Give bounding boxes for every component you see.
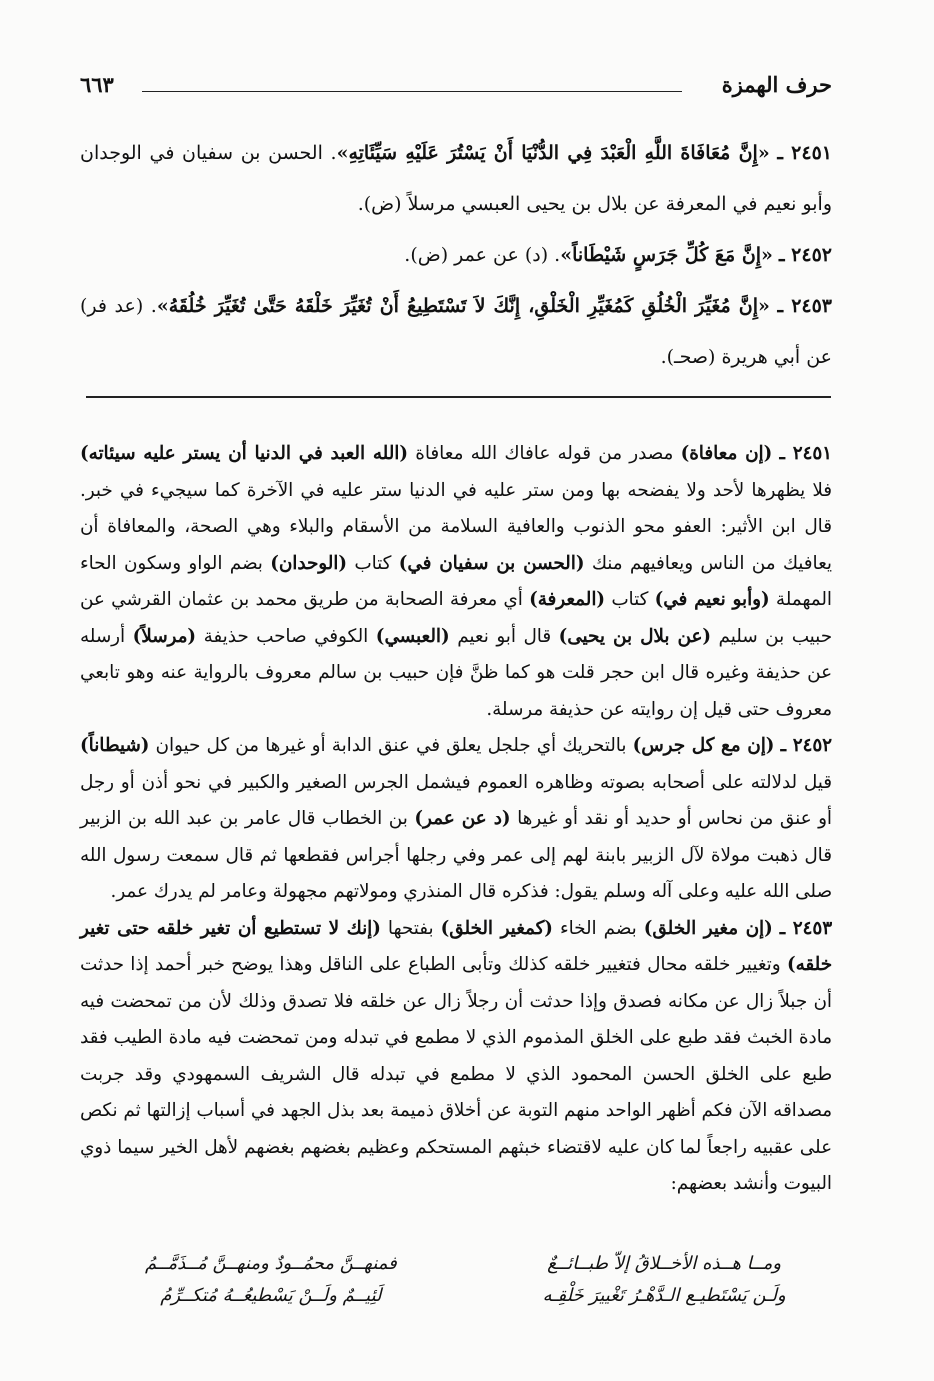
commentary-bold: (د عن عمر) xyxy=(414,808,511,829)
commentary-text: قال أبو نعيم xyxy=(449,625,559,647)
commentary-text: بالتحريك أي جلجل يعلق في عنق الدابة أو غيرها من كل حيوان xyxy=(149,735,633,756)
commentary-text: فلا يظهرها لأحد ولا يفضحه بها ومن ستر عليه في الدنيا ستر عليه في الآخرة كما سيجيء في خبر. قال ابن الأثير: العفو محو الذنوب والعافية السلامة من الأسقام والبلاء وهي الصحة، والمعافاة أن يعافيك من الناس ويعافيهم منك xyxy=(80,479,832,574)
poem-verse xyxy=(110,1280,825,1312)
hadith-2453 xyxy=(80,281,832,383)
hadith-source: . (د) عن عمر (ض). xyxy=(404,244,561,266)
commentary-text: وتغيير خلقه محال فتغيير خلقه كذلك وتأبى الطباع على الناقل وهذا يوضح خبر أحمد إذا حدثت أن جبلاً زال عن مكانه فصدق وإذا حدثت أن رجلاً زال عن خلقه فلا تصدق وذلك لأن من تمحضت فيه مادة الخبث فقد طبع على الخلق المذموم الذي لا مطمع في تبدله ومن تمحضت فيه مادة الطيب فقد طبع على الخلق الحسن المحمود الذي لا مطمع في تبدله قال الشريف السمهودي وقد جربت مصداقه الآن فكم أظهر الواحد منهم التوبة عن أخلاق ذميمة بعد بذل الجهد في أسباب إزالتها ثم نكص على عقبيه راجعاً لما كان عليه لاقتضاء خبثهم المستحكم وعظيم بغضهم بغضهم لأهل الخير سيما ذوي البيوت وأنشد بعضهم: xyxy=(80,954,832,1194)
commentary-text: كتاب xyxy=(605,589,655,610)
commentary-bold: (المعرفة) xyxy=(529,589,606,610)
commentary-2451 xyxy=(80,436,832,728)
commentary-text: كتاب xyxy=(347,552,399,574)
commentary-bold: (شيطاناً) xyxy=(80,735,150,756)
commentary-bold: (وأبو نعيم في) xyxy=(654,589,770,610)
page-header xyxy=(80,72,832,106)
commentary-bold: (الله العبد في الدنيا أن يستر عليه سيئاته) xyxy=(80,443,409,464)
poem-first-hemistich: ولَـن يَسْتَطيـع الـدَّهْـرُ تَغْييرَ خَلْقِـه xyxy=(542,1285,786,1306)
commentary-text: بن الخطاب قال عامر بن عبد الله بن الزبير قال ذهبت مولاة لآل الزبير بابنة لهم إلى عمر وفي رجلها أجراس فقطعها ثم قال سمعت رسول الله صلى الله عليه وعلى آله وسلم يقول: فذكره قال المنذري ومولاتهم مجهولة وعامر لم يدرك عمر. xyxy=(80,808,832,902)
commentary-bold: (مرسلاً) xyxy=(132,625,197,647)
hadith-source: . الحسن بن سفيان في الوجدان وأبو نعيم في المعرفة عن بلال بن يحيى العبسي مرسلاً (ض). xyxy=(80,142,832,215)
commentary-text: بضم الخاء xyxy=(552,917,644,939)
commentary-2453 xyxy=(80,911,832,1203)
commentary-bold: (الوحدان) xyxy=(270,552,348,574)
commentary-lead: (إن مغير الخلق) xyxy=(643,917,773,939)
hadith-text: «إِنَّ مَعَ كُلِّ جَرَسٍ شَيْطَاناً» xyxy=(560,244,773,266)
hadith-number: ٢٤٥١ ـ xyxy=(777,142,832,164)
hadith-text: «إِنَّ مُغَيِّرَ الْخُلُقِ كَمُغَيِّرِ الْخَلْقِ، إِنَّكَ لاَ تَسْتَطِيعُ أَنْ تُغَيِّرَ خَلْقَهُ حَتَّىٰ تُغَيِّرَ خُلُقَهُ» xyxy=(156,295,770,317)
page-number: ٦٦٣ xyxy=(80,72,114,97)
commentary-text: بفتحها xyxy=(380,917,441,939)
commentary-section xyxy=(80,436,832,1203)
commentary-lead: (إن مع كل جرس) xyxy=(632,735,775,756)
poem-second-hemistich: فمنهــنَّ محمُــودٌ ومنهــنَّ مُــذَمَّــمُ xyxy=(144,1253,397,1274)
commentary-number: ٢٤٥١ ـ xyxy=(779,443,832,464)
hadith-2452 xyxy=(80,230,832,281)
hadith-source: . (عد فر) عن أبي هريرة (صحـ). xyxy=(80,295,832,368)
commentary-bold: (إنك لا تستطيع أن تغير خلقه حتى تغير خلقه) xyxy=(80,917,832,975)
poem-verse xyxy=(110,1248,825,1280)
hadith-2451 xyxy=(80,128,832,230)
chapter-title: حرف الهمزة xyxy=(721,72,832,97)
hadith-section xyxy=(80,128,832,383)
commentary-bold: (كمغير الخلق) xyxy=(440,917,553,939)
commentary-2452 xyxy=(80,728,832,911)
commentary-number: ٢٤٥٣ ـ xyxy=(779,917,833,939)
header-rule xyxy=(142,91,682,92)
commentary-text: قيل لدلالته على أصحابه بصوته وظاهره العموم فيشمل الجرس الصغير والكبير في نحو أذن أو رجل أو عنق من نحاس أو حديد أو نقد أو غيرها xyxy=(80,771,832,829)
commentary-text: مصدر من قوله عافاك الله معافاة xyxy=(408,443,681,464)
hadith-text: «إِنَّ مُعَافَاةَ اللَّهِ الْعَبْدَ فِي الدُّنْيَا أَنْ يَسْتُرَ عَلَيْهِ سَيِّئَاتِهِ» xyxy=(336,142,770,164)
hadith-number: ٢٤٥٣ ـ xyxy=(777,295,833,317)
poem-first-hemistich: ومــا هــذه الأخــلاقُ إلاّ طبــائــعٌ xyxy=(547,1253,782,1274)
commentary-text: بضم الواو وسكون الحاء المهملة xyxy=(80,552,832,610)
poem xyxy=(110,1248,825,1312)
commentary-text: أي معرفة الصحابة من طريق محمد بن عثمان القرشي عن حبيب بن سليم xyxy=(80,589,832,647)
commentary-number: ٢٤٥٢ ـ xyxy=(780,735,832,756)
commentary-bold: (عن بلال بن يحيى) xyxy=(558,625,711,647)
section-divider xyxy=(86,396,831,398)
hadith-number: ٢٤٥٢ ـ xyxy=(778,244,832,266)
commentary-lead: (إن معافاة) xyxy=(680,443,773,464)
commentary-bold: (الحسن بن سفيان في) xyxy=(398,552,585,574)
commentary-text: أرسله عن حذيفة وغيره قال ابن حجر قلت هو كما ظنَّ فإن حبيب بن سالم معروف بالرواية عنه وهو تابعي معروف حتى قيل إن روايته عن حذيفة مرسلة. xyxy=(80,625,832,720)
poem-second-hemistich: لَئِيــمٌ ولَــنْ يَسْطيعُــهُ مُتكــرِّمُ xyxy=(160,1285,382,1306)
commentary-bold: (العبسي) xyxy=(375,625,450,647)
commentary-text: الكوفي صاحب حذيفة xyxy=(196,625,376,647)
